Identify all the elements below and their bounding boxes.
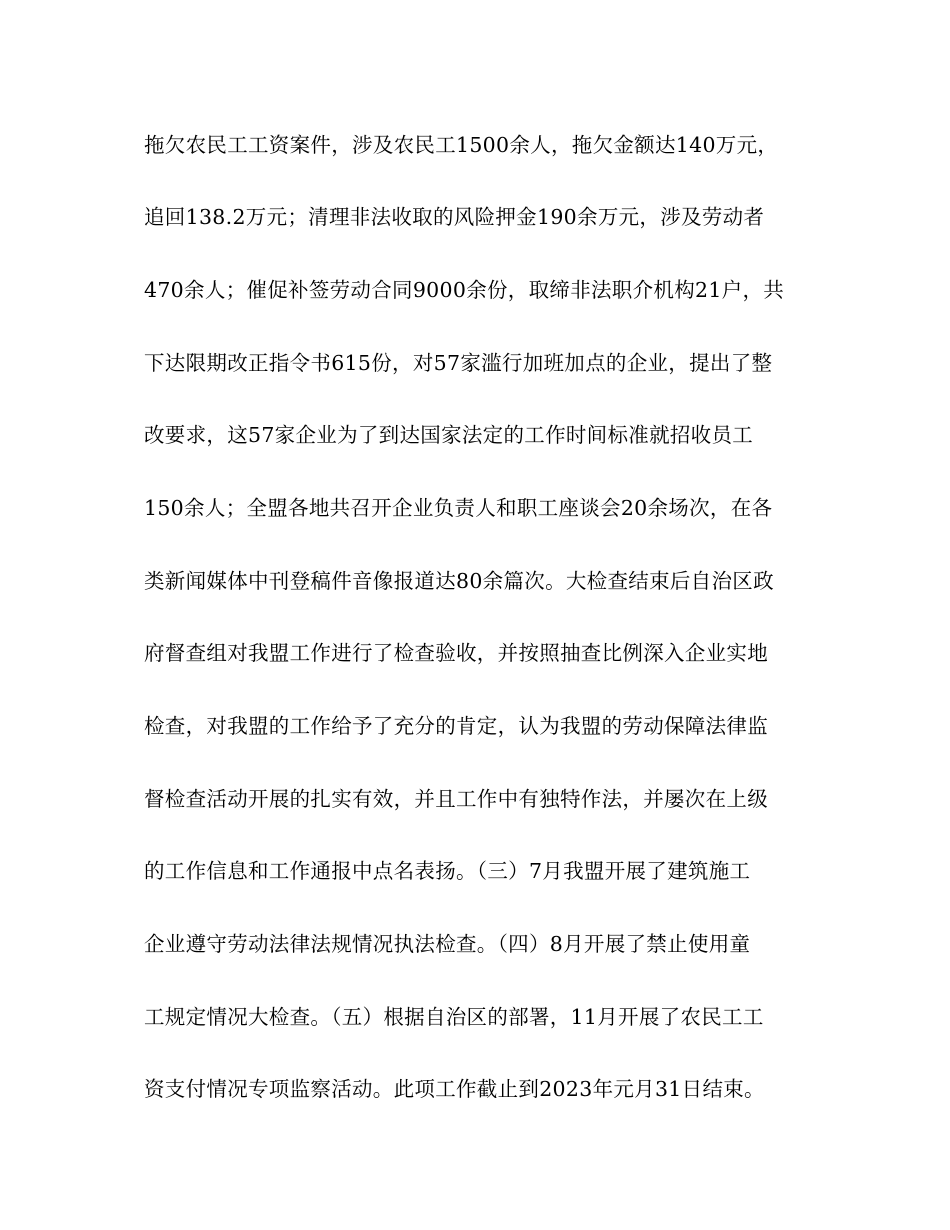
paragraph-line: 150余人；全盟各地共召开企业负责人和职工座谈会20余场次，在各 — [144, 496, 773, 520]
paragraph-line: 督检查活动开展的扎实有效，并且工作中有独特作法，并屡次在上级 — [144, 787, 768, 811]
paragraph-line: 的工作信息和工作通报中点名表扬。（三）7月我盟开展了建筑施工 — [144, 859, 751, 883]
paragraph-line: 府督查组对我盟工作进行了检查验收，并按照抽查比例深入企业实地 — [144, 641, 768, 665]
paragraph-line: 追回138.2万元；清理非法收取的风险押金190余万元，涉及劳动者 — [144, 205, 765, 229]
paragraph-line: 类新闻媒体中刊登稿件音像报道达80余篇次。大检查结束后自治区政 — [144, 569, 774, 593]
paragraph-line: 下达限期改正指令书615份，对57家滥行加班加点的企业，提出了整 — [144, 351, 773, 375]
paragraph-line: 企业遵守劳动法律法规情况执法检查。（四）8月开展了禁止使用童 — [144, 932, 751, 956]
paragraph-line: 工规定情况大检查。（五）根据自治区的部署，11月开展了农民工工 — [144, 1005, 764, 1029]
paragraph-line: 检查，对我盟的工作给予了充分的肯定，认为我盟的劳动保障法律监 — [144, 714, 768, 738]
paragraph-line: 470余人；催促补签劳动合同9000余份，取缔非法职介机构21户，共 — [144, 278, 785, 302]
paragraph-line: 资支付情况专项监察活动。此项工作截止到2023年元月31日结束。 — [144, 1077, 765, 1101]
paragraph-line: 改要求，这57家企业为了到达国家法定的工作时间标准就招收员工 — [144, 423, 754, 447]
paragraph-line: 拖欠农民工工资案件，涉及农民工1500余人，拖欠金额达140万元， — [144, 133, 779, 157]
